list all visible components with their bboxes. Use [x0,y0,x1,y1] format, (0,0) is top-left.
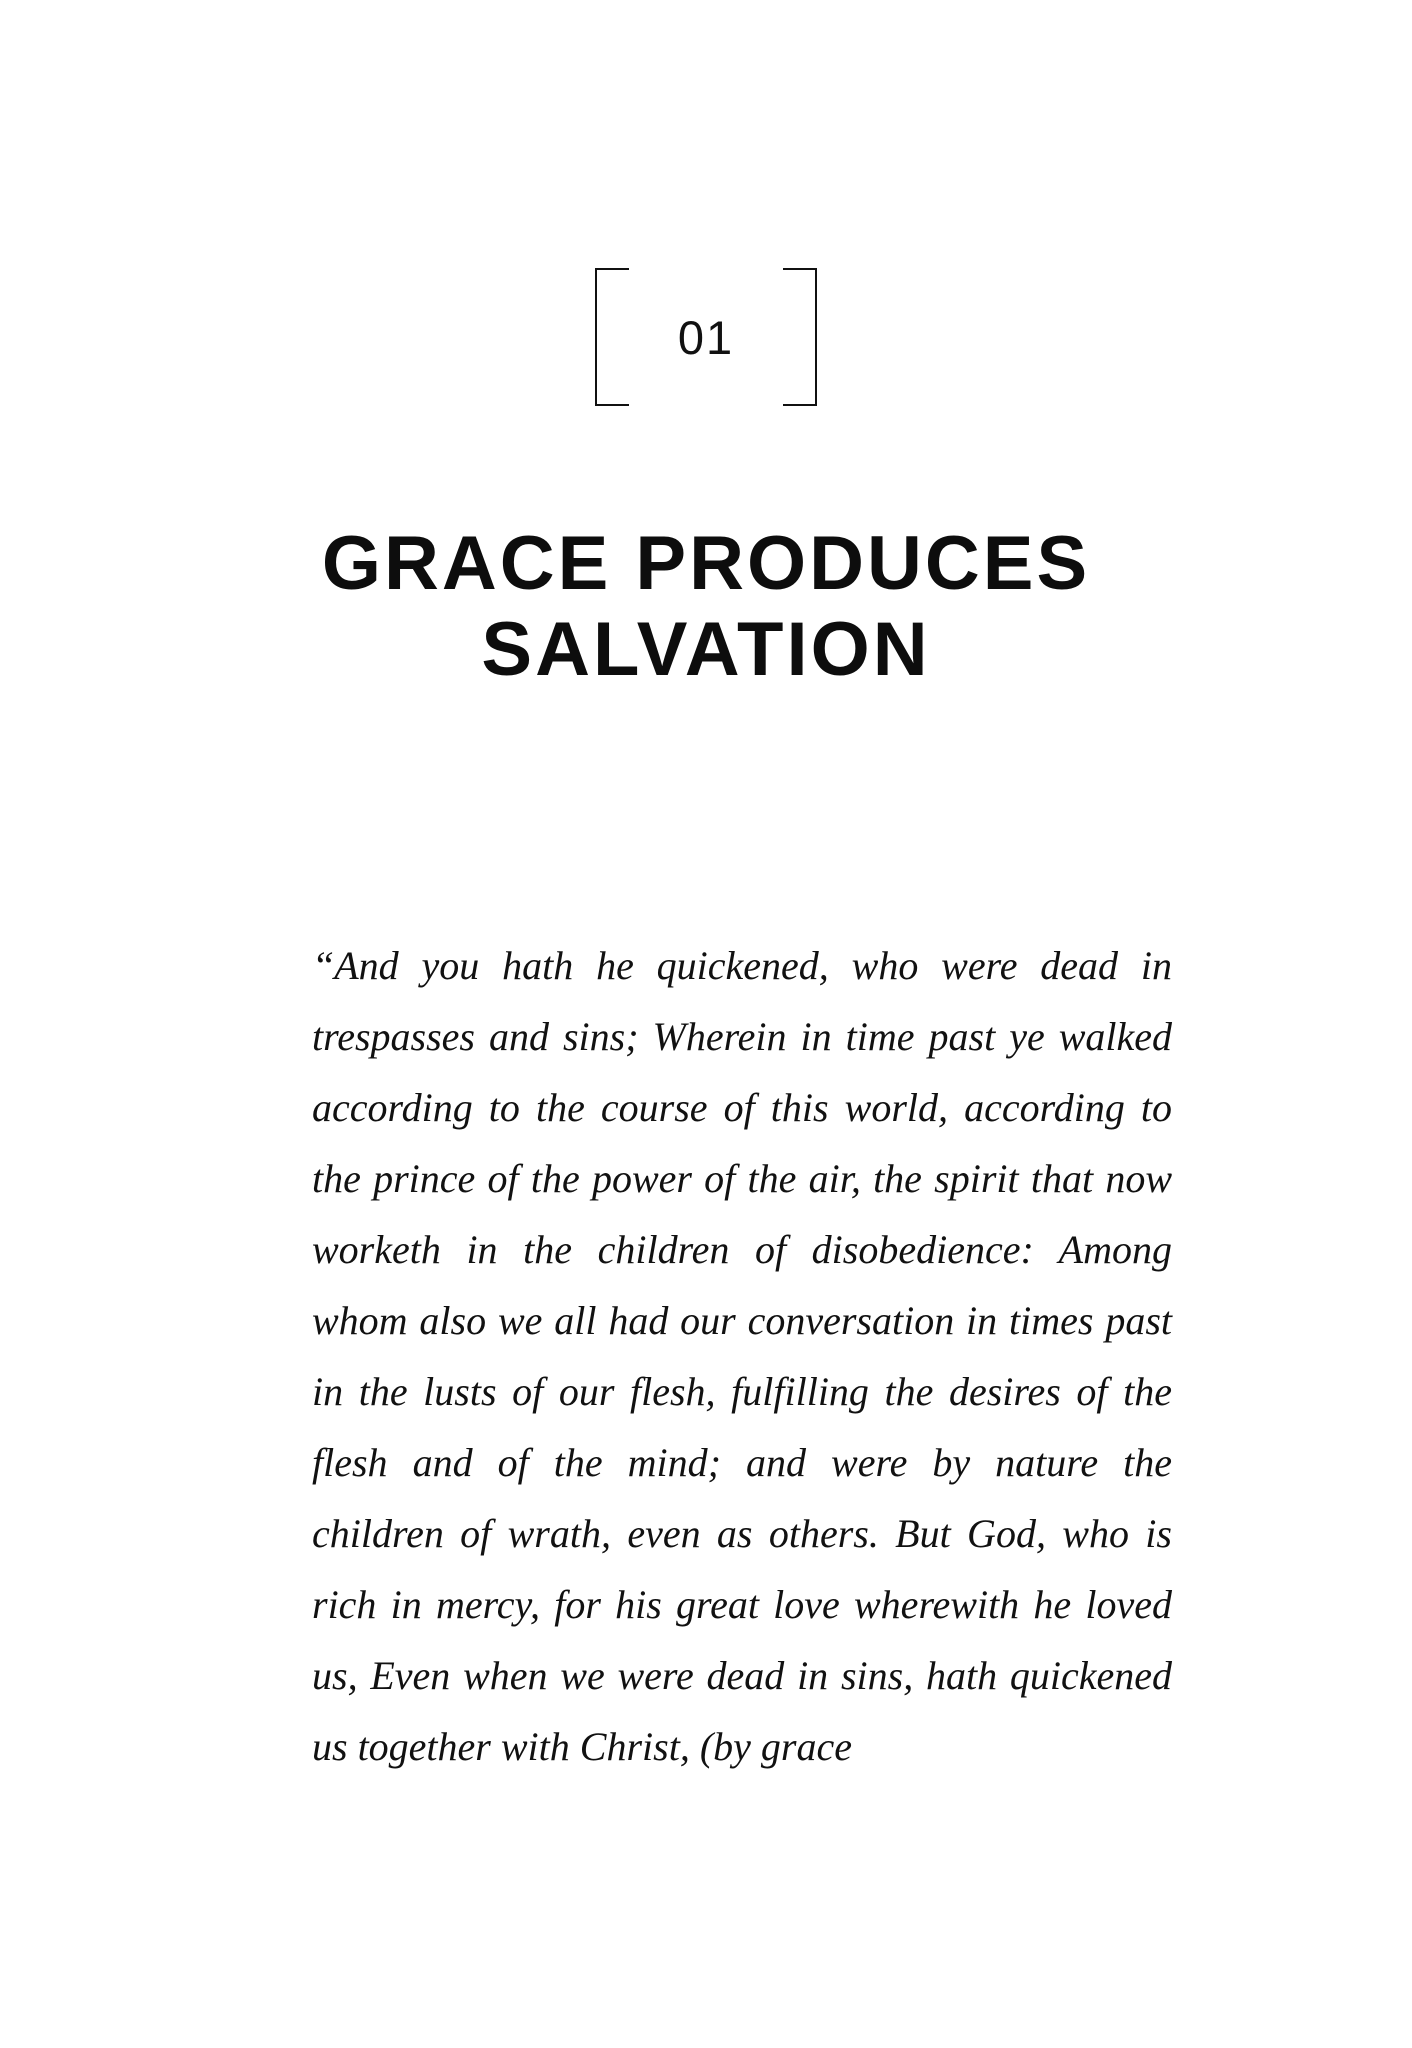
left-bracket-icon [595,268,629,406]
scripture-quote-paragraph: “And you hath he quickened, who were dead in trespasses and sins; Wherein in time past ye walked according to the course of this world, according to the prince of the power of the air, the spirit that now worketh in the children of disobedience: Among whom also we all had our conversation in times past in the lusts of our flesh, fulfilling the desires of the flesh and of the mind; and were by nature the children of wrath, even as others. But God, who is rich in mercy, for his great love wherewith he loved us, Even when we were dead in sins, hath quickened us together with Christ, (by grace [312,943,1172,1769]
page-title: GRACE PRODUCES SALVATION [321,520,1091,692]
chapter-number: 01 [677,310,735,364]
right-bracket-icon [783,268,817,406]
body-text [312,930,1172,1782]
chapter-number-block [0,268,1412,406]
bracket-frame [595,268,817,406]
